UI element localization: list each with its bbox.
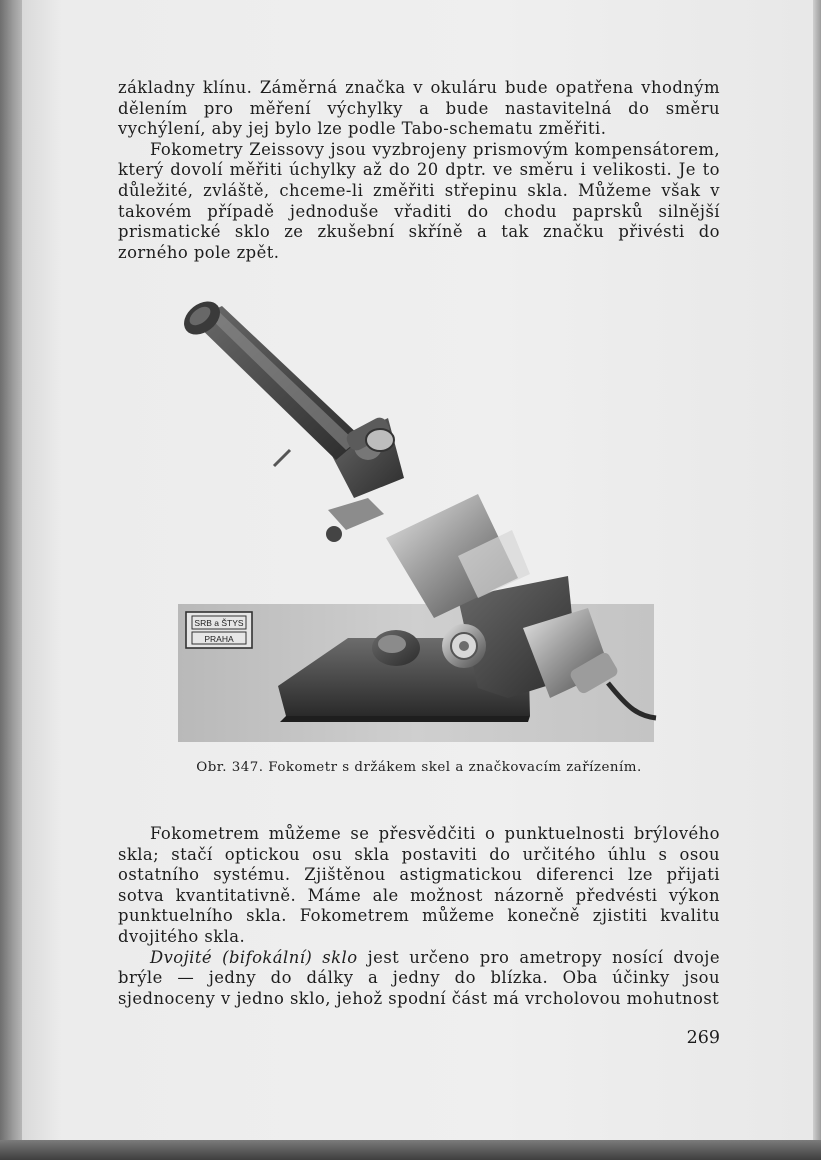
term-dvojite-sklo: Dvojité (bifokální) sklo (150, 947, 358, 967)
top-text-block (118, 78, 720, 263)
paragraph-fokometry-zeiss: Fokometry Zeissovy jsou vyzbrojeny prismovým kompensátorem, který dovolí měřiti úchylky až do 20 dptr. ve směru i velikosti. Je to důležité, zvláště, chceme-li změřiti střepinu skla. Můžeme však v takovém případě jednoduše vřaditi do chodu paprsků silnější prismatické sklo ze zkušební skříně a tak značku přivésti do zorného pole zpět. (118, 139, 720, 262)
fokometr-figure (178, 298, 658, 744)
page-bottom-edge (0, 1140, 821, 1160)
page-number: 269 (686, 1028, 720, 1048)
paragraph-continuation: základny klínu. Záměrná značka v okuláru bude opatřena vhodným dělením pro měření výchylky a bude nastavitelná do směru vychýlení, aby jej bylo lze podle Tabo-schematu změřiti. (118, 78, 720, 139)
label-maker-name: SRB a ŠTYS (194, 618, 244, 628)
page-right-edge (813, 0, 821, 1160)
bifokalni-text: jest určeno pro ametropy nosící dvoje brýle — jedny do dálky a jedny do blízka. Oba účinky jsou sjednoceny v jedno sklo, jehož spodní část má vrcholovou mohutnost (118, 947, 720, 1008)
label-city: PRAHA (204, 634, 234, 644)
paragraph-bifokalni (118, 948, 720, 1010)
base-plate-edge (280, 716, 530, 722)
maker-label-plate (186, 612, 252, 648)
bottom-text-block (118, 824, 720, 1009)
figure-caption: Obr. 347. Fokometr s držákem skel a značkovacím zařízením. (196, 760, 642, 775)
fokometr-photo (178, 298, 658, 744)
paragraph-punktuelnost: Fokometrem můžeme se přesvědčiti o punktuelnosti brýlového skla; stačí optickou osu skla postaviti do určitého úhlu s osou ostatního systému. Zjištěnou astigmatickou diferenci lze přijati sotva kvantitativně. Máme ale možnost názorně předvésti výkon punktuelního skla. Fokometrem můžeme konečně zjistiti kvalitu dvojitého skla. (118, 824, 720, 946)
